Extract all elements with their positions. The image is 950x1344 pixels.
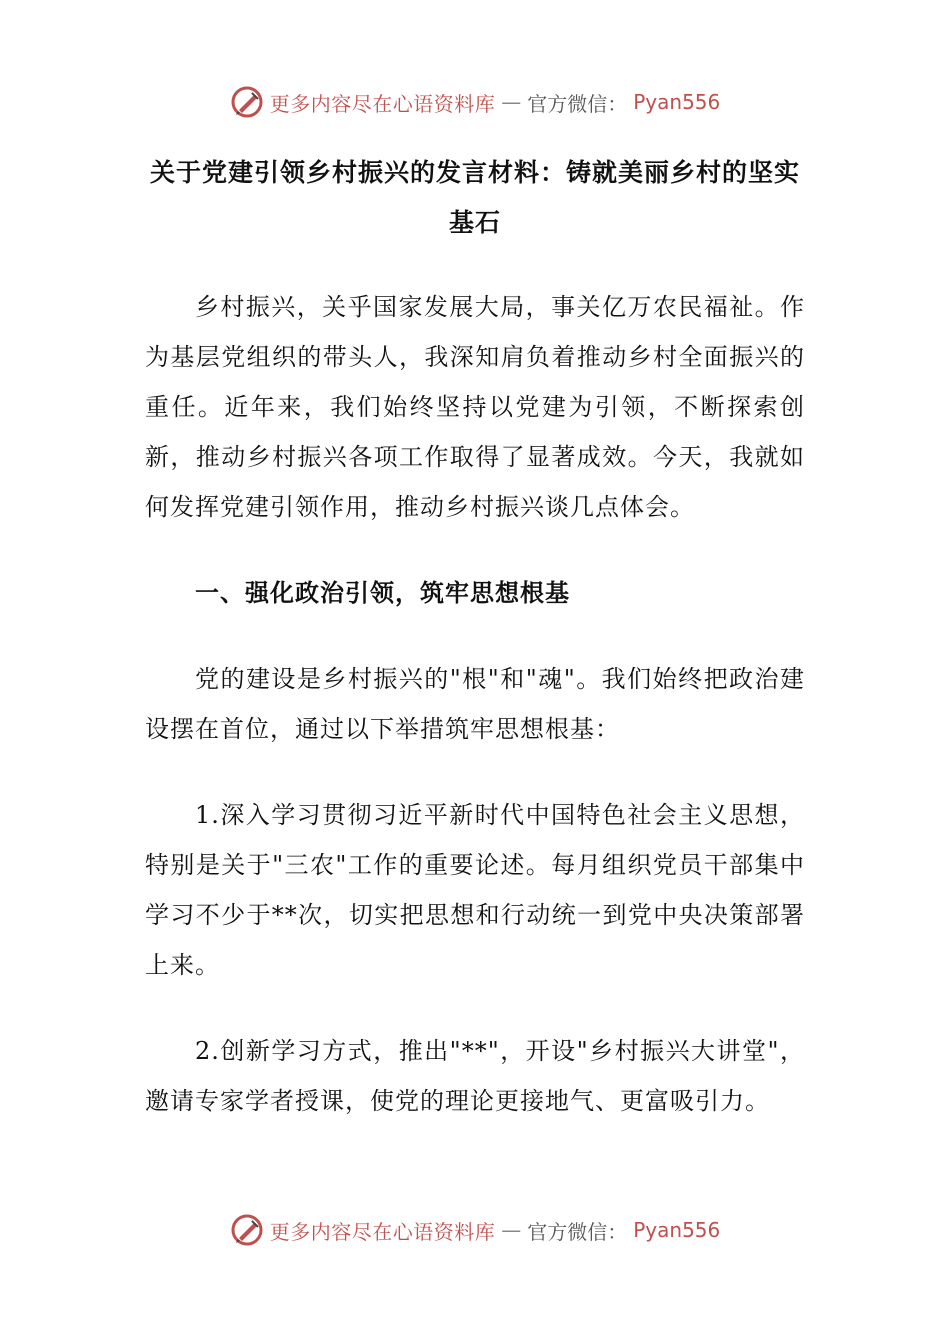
section-heading: 一、强化政治引领，筑牢思想根基 [195, 579, 570, 607]
banner-sub: 官方微信： [527, 91, 628, 116]
list-item-1: 1.深入学习贯彻习近平新时代中国特色社会主义思想，特别是关于"三农"工作的重要论述。每月组织党员干部集中学习不少于**次，切实把思想和行动统一到党中央决策部署上来。 [145, 801, 805, 979]
banner-dash: — [501, 1218, 522, 1242]
banner-wechat-id: Pyan556 [633, 90, 721, 114]
watermark-banner-top [0, 82, 950, 122]
document-body [145, 282, 805, 1126]
pen-seal-logo-icon [230, 85, 264, 119]
pen-seal-logo-icon [230, 1213, 264, 1247]
banner-text: 更多内容尽在心语资料库 [269, 1219, 496, 1244]
spacer [145, 532, 805, 568]
banner-sub: 官方微信： [527, 1219, 628, 1244]
banner-inner [230, 85, 721, 119]
banner-inner [230, 1213, 721, 1247]
spacer [145, 990, 805, 1026]
banner-wechat-id: Pyan556 [633, 1218, 721, 1242]
section-intro-paragraph: 党的建设是乡村振兴的"根"和"魂"。我们始终把政治建设摆在首位，通过以下举措筑牢思想根基： [145, 665, 805, 743]
banner-dash: — [501, 90, 522, 114]
spacer [145, 618, 805, 654]
spacer [145, 754, 805, 790]
list-item-2: 2.创新学习方式，推出"**"，开设"乡村振兴大讲堂"，邀请专家学者授课，使党的理论更接地气、更富吸引力。 [145, 1037, 805, 1115]
watermark-banner-bottom [0, 1210, 950, 1250]
document-title: 关于党建引领乡村振兴的发言材料：铸就美丽乡村的坚实基石 [149, 158, 800, 237]
banner-text: 更多内容尽在心语资料库 [269, 91, 496, 116]
intro-paragraph: 乡村振兴，关乎国家发展大局，事关亿万农民福祉。作为基层党组织的带头人，我深知肩负着推动乡村全面振兴的重任。近年来，我们始终坚持以党建为引领，不断探索创新，推动乡村振兴各项工作取得了显著成效。今天，我就如何发挥党建引领作用，推动乡村振兴谈几点体会。 [145, 293, 805, 521]
